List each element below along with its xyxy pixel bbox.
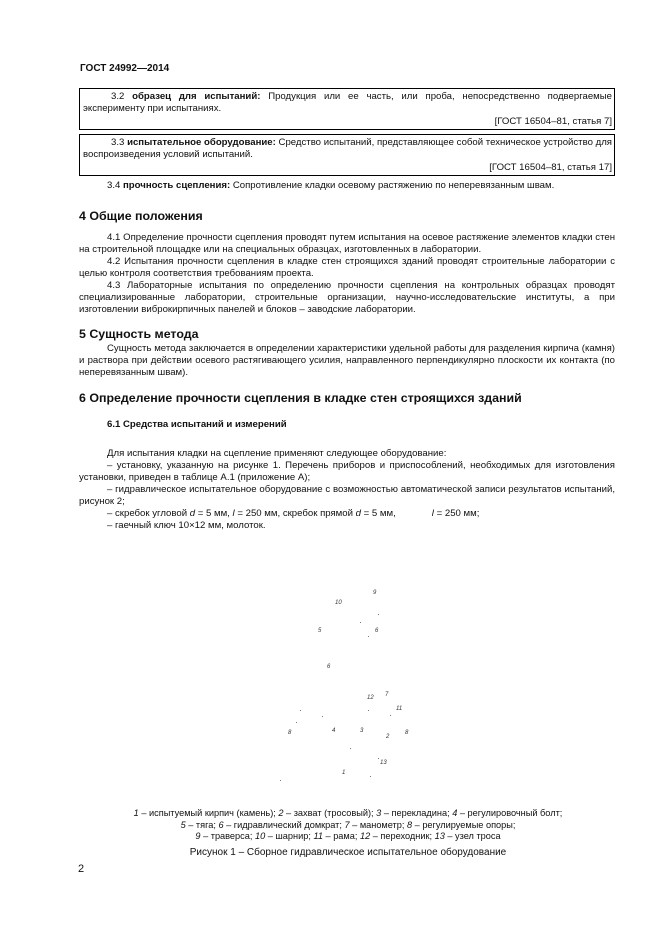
equipment-item-scrapers: – скребок угловой d = 5 мм, l = 250 мм, скребок прямой d = 5 мм, l = 250 мм; [107,508,480,519]
document-code: ГОСТ 24992—2014 [80,63,170,74]
legend-text: – тяга; [185,819,219,830]
equipment-item-hydraulic: – гидравлическое испытательное оборудование с возможностью автоматической записи результатов испытаний, рисунок 2; [79,484,615,507]
equipment-item-tools: – гаечный ключ 10×12 мм, молоток. [107,520,266,531]
figure-callout-label: 7 [385,692,389,698]
legend-number: 2 [278,808,284,818]
def-reference: [ГОСТ 16504–81, статья 7] [494,116,612,127]
definition-3-2 [83,91,612,115]
legend-text: – шарнир; [265,831,314,841]
legend-number: 11 [313,831,323,841]
definition-3-3-box [79,134,615,176]
definition-3-4 [79,180,615,192]
figure-mark [350,748,351,749]
section-4-title: 4 Общие положения [79,209,203,223]
def-term: испытательное оборудование: [127,137,276,148]
figure-mark [322,716,323,717]
def-text: Сопротивление кладки осевому растяжению по неперевязанным швам. [232,180,555,191]
legend-number: 10 [254,831,266,841]
figure-legend [80,808,616,843]
figure-callout-label: 4 [332,728,336,734]
figure-mark [378,614,379,615]
figure-callout-label: 10 [335,600,342,606]
legend-number: 7 [344,819,350,830]
figure-callout-label: 5 [318,628,322,634]
figure-mark [368,710,369,711]
def-term: прочность сцепления: [123,180,231,191]
figure-callout-label: 12 [367,695,374,701]
paragraph-4-2: 4.2 Испытания прочности сцепления в кладке стен строящихся зданий проводят строительные лаборатории с целью контроля соответствия требованиям проекта. [79,256,615,279]
figure-mark [390,715,391,716]
subsection-6-1-title: 6.1 Средства испытаний и измерений [107,419,287,430]
legend-text: – траверса; [200,831,255,841]
paragraph-5: Сущность метода заключается в определении характеристики удельной работы для разделения кирпича (камня) и раствора при действии осевого растягивающего усилия, направленного перпендикулярно плоскости их контакта (по неперевязанным швам). [79,343,615,378]
figure-callout-label: 6 [327,664,331,670]
paragraph-4-1: 4.1 Определение прочности сцепления проводят путем испытания на осевое растяжение элементов кладки стен на строительной площадке или на специальных образцах, изготовленных в лаборатории. [79,232,615,255]
def-number: 3.3 [111,137,125,148]
figure-mark [280,780,281,781]
legend-text: – захват (тросовый); [283,808,377,818]
figure-1-diagram [230,580,460,785]
section-6-title: 6 Определение прочности сцепления в кладке стен строящихся зданий [79,391,522,405]
figure-mark [300,710,301,711]
figure-mark [378,758,379,759]
def-number: 3.2 [111,91,125,102]
legend-text: – рама; [322,831,360,841]
figure-mark [360,622,361,623]
def-text: Средство испытаний, представляющее собой техническое устройство для воспроизведения условий испытаний. [83,137,613,160]
legend-number: 1 [133,808,139,818]
legend-line-1 [80,808,616,820]
legend-number: 4 [452,808,458,818]
figure-mark [368,636,369,637]
legend-text: – испытуемый кирпич (камень); [138,808,279,818]
equipment-intro: Для испытания кладки на сцепление применяют следующее оборудование: [107,448,447,459]
legend-text: – гидравлический домкрат; [223,819,345,830]
legend-line-3 [80,831,616,843]
figure-callout-label: 13 [380,760,387,766]
definition-3-2-box [79,88,615,130]
legend-text: – регулируемые опоры; [412,819,516,830]
legend-text: – регулировочный болт; [457,808,563,818]
legend-number: 12 [359,831,371,841]
figure-callout-label: 6 [375,628,379,634]
figure-callout-label: 3 [360,728,364,734]
legend-text: – узел троса [444,831,501,841]
figure-callout-label: 2 [386,734,390,740]
legend-text: – перекладина; [381,808,453,818]
def-text: Продукция или ее часть, или проба, непосредственно подвергаемые эксперименту при испытаниях. [83,91,612,114]
legend-number: 8 [406,819,413,830]
definition-3-3 [83,137,612,161]
figure-callout-label: 8 [405,730,409,736]
paragraph-4-3: 4.3 Лабораторные испытания по определению прочности сцепления на контрольных образцах проводят специализированные лаборатории, строительные организации, научно-исследовательские институты, а при изготовлении виброкирпичных панелей и блоков – заводские лаборатории. [79,280,615,315]
def-number: 3.4 [107,180,121,191]
legend-text: – манометр; [349,819,407,830]
legend-number: 3 [376,808,382,818]
page-content [79,88,615,532]
figure-caption: Рисунок 1 – Сборное гидравлическое испытательное оборудование [189,847,507,858]
legend-line-2 [80,820,616,832]
legend-number: 9 [195,831,201,841]
figure-callout-label: 1 [342,770,346,776]
figure-callout-label: 9 [373,590,377,596]
figure-callout-label: 8 [288,730,292,736]
page-number: 2 [78,863,85,875]
def-reference: [ГОСТ 16504–81, статья 17] [489,162,612,173]
legend-number: 5 [180,819,186,830]
legend-number: 6 [218,819,224,830]
section-5-title: 5 Сущность метода [79,327,199,341]
legend-text: – переходник; [370,831,435,841]
figure-mark [296,722,297,723]
figure-callout-label: 11 [396,706,403,712]
figure-mark [370,776,371,777]
def-term: образец для испытаний: [132,91,261,102]
legend-number: 13 [434,831,445,841]
equipment-item-installation: – установку, указанную на рисунке 1. Перечень приборов и приспособлений, необходимых для изготовления установки, приведен в таблице А.1 (приложение А); [79,460,615,483]
